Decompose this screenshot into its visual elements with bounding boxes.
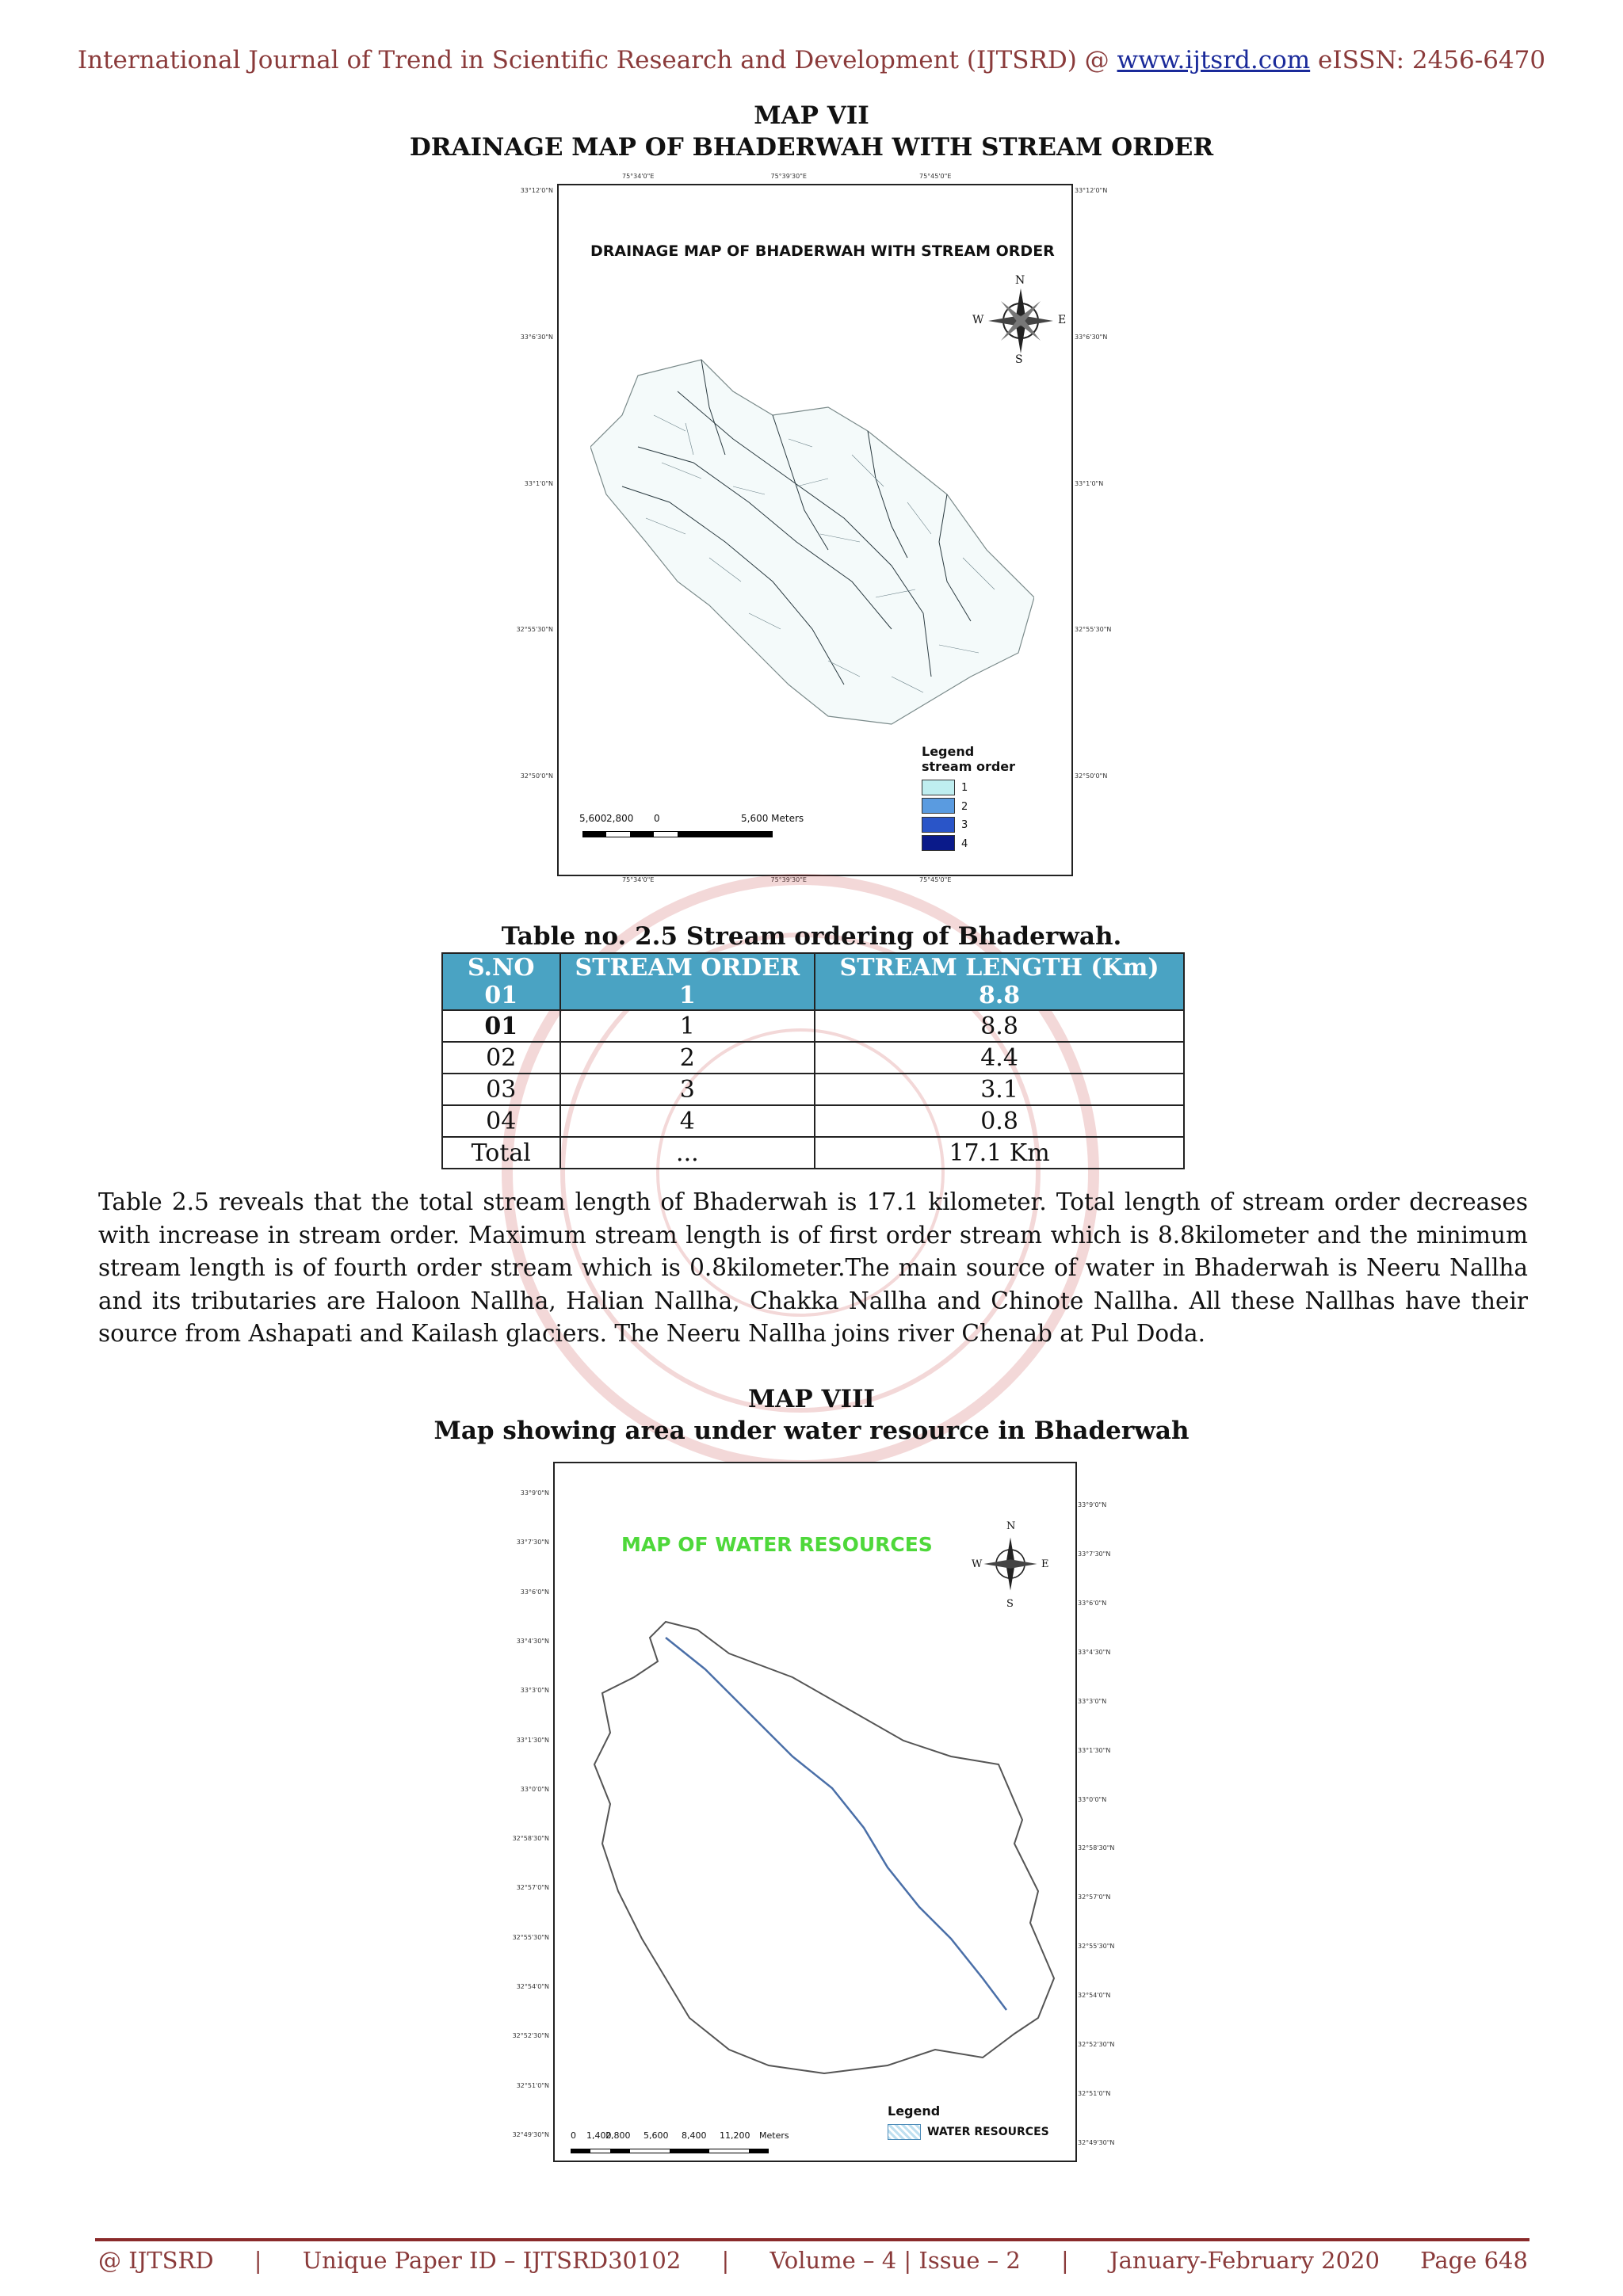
map-tick-label: 32°58'30"N [1078, 1844, 1115, 1852]
map-tick-label: 32°55'30"N [1075, 626, 1112, 634]
table-cell: 04 [442, 1105, 560, 1137]
legend-label: 1 [961, 782, 968, 794]
map-tick-label: 75°34'0"E [622, 876, 655, 883]
drainage-legend [922, 744, 1015, 853]
compass-e: E [1058, 314, 1067, 326]
map7-label: MAP VII [754, 101, 869, 130]
map-tick-label: 33°9'0"N [520, 1489, 549, 1497]
map-tick-label: 33°0'0"N [1078, 1795, 1107, 1803]
map-tick-label: 32°58'30"N [512, 1835, 549, 1843]
table-cell: 03 [442, 1074, 560, 1105]
table-cell: 3 [560, 1074, 815, 1105]
map-tick-label: 32°55'30"N [512, 1933, 549, 1941]
scale-bar-graphic [571, 2147, 769, 2155]
legend-swatch [922, 817, 955, 833]
table-cell: 17.1 Km [815, 1137, 1184, 1169]
footer-copyright: @ IJTSRD [98, 2247, 214, 2274]
legend-items [922, 779, 1015, 851]
table-caption: Table no. 2.5 Stream ordering of Bhaderwah. [501, 922, 1122, 951]
map-tick-label: 33°3'0"N [1078, 1697, 1107, 1705]
map-tick-label: 33°6'0"N [520, 1588, 549, 1596]
table-row [442, 1105, 1184, 1137]
body-paragraph: Table 2.5 reveals that the total stream length of Bhaderwah is 17.1 kilometer. Total length of stream order decreases with increase in stream order. Maximum stream length is of first order stream which is 8.8kilometer and the minimum stream length is of fourth order stream which is 0.8kilometer.The main source of water in Bhaderwah is Neeru Nallha and its tributaries are Haloon Nallha, Halian Nallha, Chakka Nallha and Chinote Nallha. All these Nallhas have their source from Ashapati and Kailash glaciers. The Neeru Nallha joins river Chenab at Pul Doda. [98, 1188, 1528, 1347]
scale-label: 2,800 [605, 2130, 631, 2141]
compass-rose-icon [975, 1528, 1046, 1600]
table-cell: ... [560, 1137, 815, 1169]
map-tick-label: 33°6'30"N [520, 333, 553, 341]
legend-subtitle: stream order [922, 759, 1016, 774]
legend-item [922, 779, 1015, 795]
map8-label: MAP VIII [747, 1385, 876, 1413]
map-tick-label: 32°57'0"N [1078, 1894, 1111, 1901]
table-cell: 1 [560, 1010, 815, 1042]
scale-bar-graphic [582, 830, 773, 839]
map-tick-label: 33°7'30"N [516, 1539, 549, 1547]
map-tick-label: 33°3'0"N [520, 1687, 549, 1695]
table-row [442, 1137, 1184, 1169]
table-row [442, 1042, 1184, 1074]
map-tick-label: 75°45'0"E [919, 876, 952, 883]
scale-label: 1,400 [586, 2130, 612, 2141]
legend-swatch [922, 780, 955, 795]
map-tick-label: 75°45'0"E [919, 173, 952, 180]
water-map-inner-title: MAP OF WATER RESOURCES [621, 1533, 933, 1556]
table-cell: 01 [442, 1010, 560, 1042]
map-tick-label: 32°51'0"N [1078, 2090, 1111, 2098]
issn: eISSN: 2456-6470 [1318, 46, 1546, 74]
legend-item [922, 835, 1015, 852]
map-tick-label: 75°34'0"E [622, 173, 655, 180]
scale-bar [571, 2130, 840, 2158]
table-header-cell: STREAM LENGTH (Km) 8.8 [815, 953, 1184, 1010]
map-tick-label: 33°7'30"N [1078, 1550, 1111, 1558]
map-tick-label: 32°55'30"N [516, 626, 553, 634]
legend-swatch [922, 798, 955, 814]
map-tick-label: 33°9'0"N [1078, 1501, 1107, 1508]
scale-label: 2,800 [606, 813, 634, 824]
map-tick-label: 32°54'0"N [1078, 1992, 1111, 2000]
compass-n: N [1015, 274, 1025, 287]
table-header-row [442, 953, 1184, 1010]
map-tick-label: 32°49'30"N [512, 2131, 549, 2138]
scale-label: 11,200 [720, 2130, 750, 2141]
map-tick-label: 33°0'0"N [520, 1785, 549, 1793]
page-footer: @ IJTSRD | Unique Paper ID – IJTSRD30102 | Volume – 4 | Issue – 2 | January-February 2020 Page 648 [98, 2247, 1528, 2274]
drainage-map-inner-title: DRAINAGE MAP OF BHADERWAH WITH STREAM ORDER [590, 242, 1055, 260]
map-tick-label: 33°12'0"N [520, 187, 553, 194]
stream-order-table [441, 952, 1185, 1169]
map-tick-label: 32°49'30"N [1078, 2139, 1115, 2146]
footer-paper-id: Unique Paper ID – IJTSRD30102 [302, 2247, 682, 2274]
scale-label: Meters [759, 2130, 789, 2141]
table-header-cell: S.NO 01 [442, 953, 560, 1010]
scale-label: 5,600 [579, 813, 607, 824]
table-cell: 2 [560, 1042, 815, 1074]
table-body [442, 1010, 1184, 1169]
compass-w: W [972, 1558, 983, 1570]
scale-label: 5,600 Meters [741, 813, 804, 824]
map-tick-label: 32°50'0"N [1075, 772, 1108, 780]
legend-label: 2 [961, 800, 968, 813]
map-tick-label: 33°1'30"N [516, 1736, 549, 1744]
legend-swatch [922, 835, 955, 851]
water-legend [888, 2103, 1049, 2140]
legend-title: Legend [922, 744, 975, 759]
compass-s: S [1015, 353, 1023, 366]
table-cell: 3.1 [815, 1074, 1184, 1105]
map-tick-label: 75°39'30"E [770, 876, 807, 883]
map-tick-label: 75°39'30"E [770, 173, 807, 180]
page-header [0, 46, 1623, 74]
map-tick-label: 32°55'30"N [1078, 1943, 1115, 1951]
table-cell: 4.4 [815, 1042, 1184, 1074]
compass-w: W [972, 314, 984, 326]
table-row [442, 1074, 1184, 1105]
legend-label: 4 [961, 837, 968, 850]
journal-name: International Journal of Trend in Scientific Research and Development (IJTSRD) @ [77, 46, 1109, 74]
map-tick-label: 32°50'0"N [520, 772, 553, 780]
scale-label: 0 [654, 813, 660, 824]
map-tick-label: 32°57'0"N [516, 1884, 549, 1892]
map-tick-label: 33°4'30"N [516, 1637, 549, 1645]
map7-title: DRAINAGE MAP OF BHADERWAH WITH STREAM ORDER [409, 133, 1214, 162]
footer-rule [95, 2238, 1529, 2241]
table-cell: 4 [560, 1105, 815, 1137]
map-tick-label: 33°1'0"N [524, 479, 553, 487]
legend-item [922, 798, 1015, 814]
compass-n: N [1006, 1520, 1016, 1532]
footer-page: Page 648 [1420, 2247, 1528, 2274]
table-cell: 02 [442, 1042, 560, 1074]
map-tick-label: 32°52'30"N [512, 2032, 549, 2040]
legend-item-water-resources: WATER RESOURCES [888, 2123, 1049, 2140]
journal-link[interactable]: www.ijtsrd.com [1117, 46, 1311, 74]
water-resources-outline-graphic [586, 1606, 1062, 2089]
table-row [442, 1010, 1184, 1042]
drainage-network-graphic [590, 344, 1034, 732]
map-tick-label: 33°1'30"N [1078, 1746, 1111, 1754]
scale-label: 8,400 [682, 2130, 707, 2141]
map-tick-label: 33°6'0"N [1078, 1599, 1107, 1607]
legend-item [922, 816, 1015, 833]
table-header-cell: STREAM ORDER 1 [560, 953, 815, 1010]
map-tick-label: 33°4'30"N [1078, 1648, 1111, 1656]
map-tick-label: 32°54'0"N [516, 1983, 549, 1991]
map8-title: Map showing area under water resource in Bhaderwah [433, 1417, 1190, 1445]
table-cell: Total [442, 1137, 560, 1169]
map-tick-label: 33°6'30"N [1075, 333, 1108, 341]
map-tick-label: 32°52'30"N [1078, 2041, 1115, 2049]
map-tick-label: 32°51'0"N [516, 2081, 549, 2089]
scale-label: 5,600 [643, 2130, 669, 2141]
footer-date: January-February 2020 [1109, 2247, 1380, 2274]
compass-e: E [1041, 1558, 1049, 1570]
map-tick-label: 33°12'0"N [1075, 187, 1108, 194]
scale-bar [579, 813, 820, 842]
table-cell: 0.8 [815, 1105, 1184, 1137]
map-tick-label: 33°1'0"N [1075, 479, 1104, 487]
drainage-map [557, 184, 1073, 876]
legend-title: Legend [888, 2103, 941, 2119]
table-cell: 8.8 [815, 1010, 1184, 1042]
water-resources-map [553, 1462, 1077, 2162]
legend-label: 3 [961, 819, 968, 831]
footer-volume: Volume – 4 | Issue – 2 [769, 2247, 1021, 2274]
compass-s: S [1006, 1598, 1014, 1610]
scale-label: 0 [571, 2130, 576, 2141]
